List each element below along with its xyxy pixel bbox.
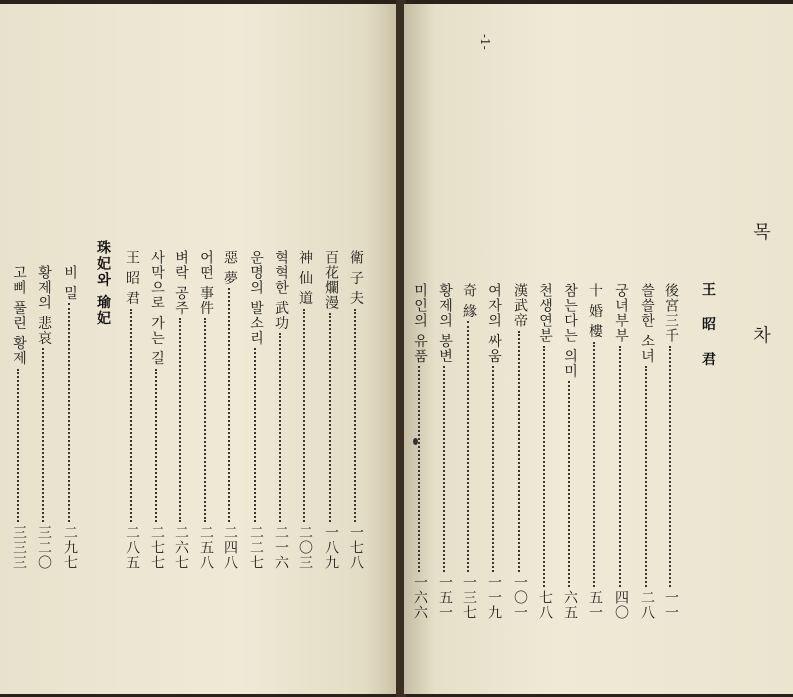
leader-dots [467,321,471,572]
leader-dots [418,366,422,572]
toc-entry [560,283,580,620]
leader-dots [669,346,673,587]
toc-entry [171,250,191,570]
toc-entry [611,283,631,620]
leader-dots [228,288,232,522]
leader-dots [518,331,522,572]
toc-entry [459,283,479,620]
toc-entry-page: 三三三 [11,524,27,570]
leader-dots [443,366,447,572]
toc-entry-title: 惡 夢 [222,250,238,286]
leader-dots [17,369,21,522]
toc-entry [246,250,266,570]
toc-entry [661,283,681,620]
toc-entry-title: 미인의 유품 [412,283,428,364]
leader-dots [492,366,496,572]
toc-entry-title: 천생연분 [537,283,553,343]
toc-entry-page: 二八五 [124,524,140,570]
toc-entry-page: 二五八 [198,525,214,571]
toc-entry-title: 황제의 봉변 [437,283,453,364]
toc-entry-title: 奇 緣 [461,283,477,319]
toc-entry-title: 神 仙 道 [297,250,313,306]
leader-dots [130,309,134,522]
ink-spot [413,438,418,445]
leader-dots [68,303,72,522]
toc-entry-page: 二二七 [248,525,264,571]
toc-entry-page: 七八 [537,590,553,620]
toc-entry [410,283,430,620]
toc-entry [34,265,54,570]
toc-entry-page: 二六七 [173,525,189,571]
toc-entry [220,250,240,570]
toc-entry [585,283,605,620]
leader-dots [303,309,307,522]
leader-dots [179,318,183,522]
toc-entry-page: 二〇三 [297,524,313,570]
toc-entry-page: 二八 [639,590,655,621]
toc-entry-title: 여자의 싸움 [486,283,502,364]
toc-entry-title: 쓸쓸한 소녀 [639,283,655,364]
toc-entry [637,283,657,620]
toc-entry-page: 一七八 [348,524,364,570]
toc-entry-title: 혁혁한 武功 [273,250,289,331]
toc-entry-title: 漢武帝 [512,283,528,328]
section-title-wangzhaojun: 王 昭 君 [700,282,716,374]
toc-entry-title: 衛 子 夫 [348,250,364,306]
toc-entry-title: 사막으로 가는 길 [149,250,165,366]
toc-entry [295,250,315,570]
toc-entry-page: 二九七 [62,525,78,571]
leader-dots [204,318,208,522]
toc-entry-page: 二一六 [273,525,289,571]
toc-entry [122,250,142,570]
toc-entry [346,250,366,570]
leader-dots [279,333,283,522]
toc-entry [271,250,291,570]
toc-entry-page: 一〇一 [512,575,528,620]
leader-dots [254,348,258,522]
toc-entry [196,250,216,570]
toc-entry [510,283,530,620]
page-number: -1- [478,34,492,50]
toc-entry-title: 十 婚 樓 [587,283,603,339]
toc-entry [484,283,504,620]
toc-entry-page: 一一 [663,590,679,620]
leader-dots [568,381,572,587]
toc-entry-title: 어떤 事件 [198,250,214,316]
toc-entry-page: 五一 [587,589,603,620]
toc-heading: 목 차 [750,222,771,384]
toc-entry-title: 황제의 悲哀 [36,265,52,346]
toc-entry-page: 三二〇 [36,525,52,571]
leader-dots [329,313,333,522]
toc-entry-page: 二七七 [149,524,165,570]
toc-entry-title: 참는다는 의미 [562,283,578,379]
toc-entry-page: 二四八 [222,525,238,571]
toc-entry-title: 벼락 공주 [173,250,189,316]
toc-entry-title: 궁녀부부 [613,283,629,343]
toc-entry-title: 운명의 발소리 [248,250,264,346]
toc-entry-page: 一八九 [323,525,339,570]
leader-dots [619,346,623,587]
toc-entry-page: 四〇 [613,590,629,620]
toc-entry-page: 六五 [562,590,578,621]
leader-dots [593,342,597,587]
toc-entry [147,250,167,570]
toc-entry-page: 一六六 [412,575,428,621]
section-title-zhufei: 珠妃와 瑜妃 [95,240,111,327]
leader-dots [543,346,547,587]
toc-entry-title: 고삐 풀린 황제 [11,265,27,366]
toc-entry [321,250,341,570]
toc-entry-page: 一三七 [461,575,477,621]
toc-entry [435,283,455,620]
toc-entry-page: 一一九 [486,575,502,621]
toc-entry-title: 後宮三千 [663,283,679,343]
leader-dots [354,309,358,522]
toc-entry [9,265,29,570]
toc-entry-page: 一五一 [437,575,453,621]
leader-dots [645,366,649,587]
leader-dots [42,348,46,522]
toc-entry-title: 비 밀 [62,265,78,301]
toc-entry [60,265,80,570]
toc-entry-title: 百花爛漫 [323,250,339,310]
leader-dots [155,369,159,522]
toc-entry-title: 王 昭 君 [124,250,140,306]
toc-entry [535,283,555,620]
